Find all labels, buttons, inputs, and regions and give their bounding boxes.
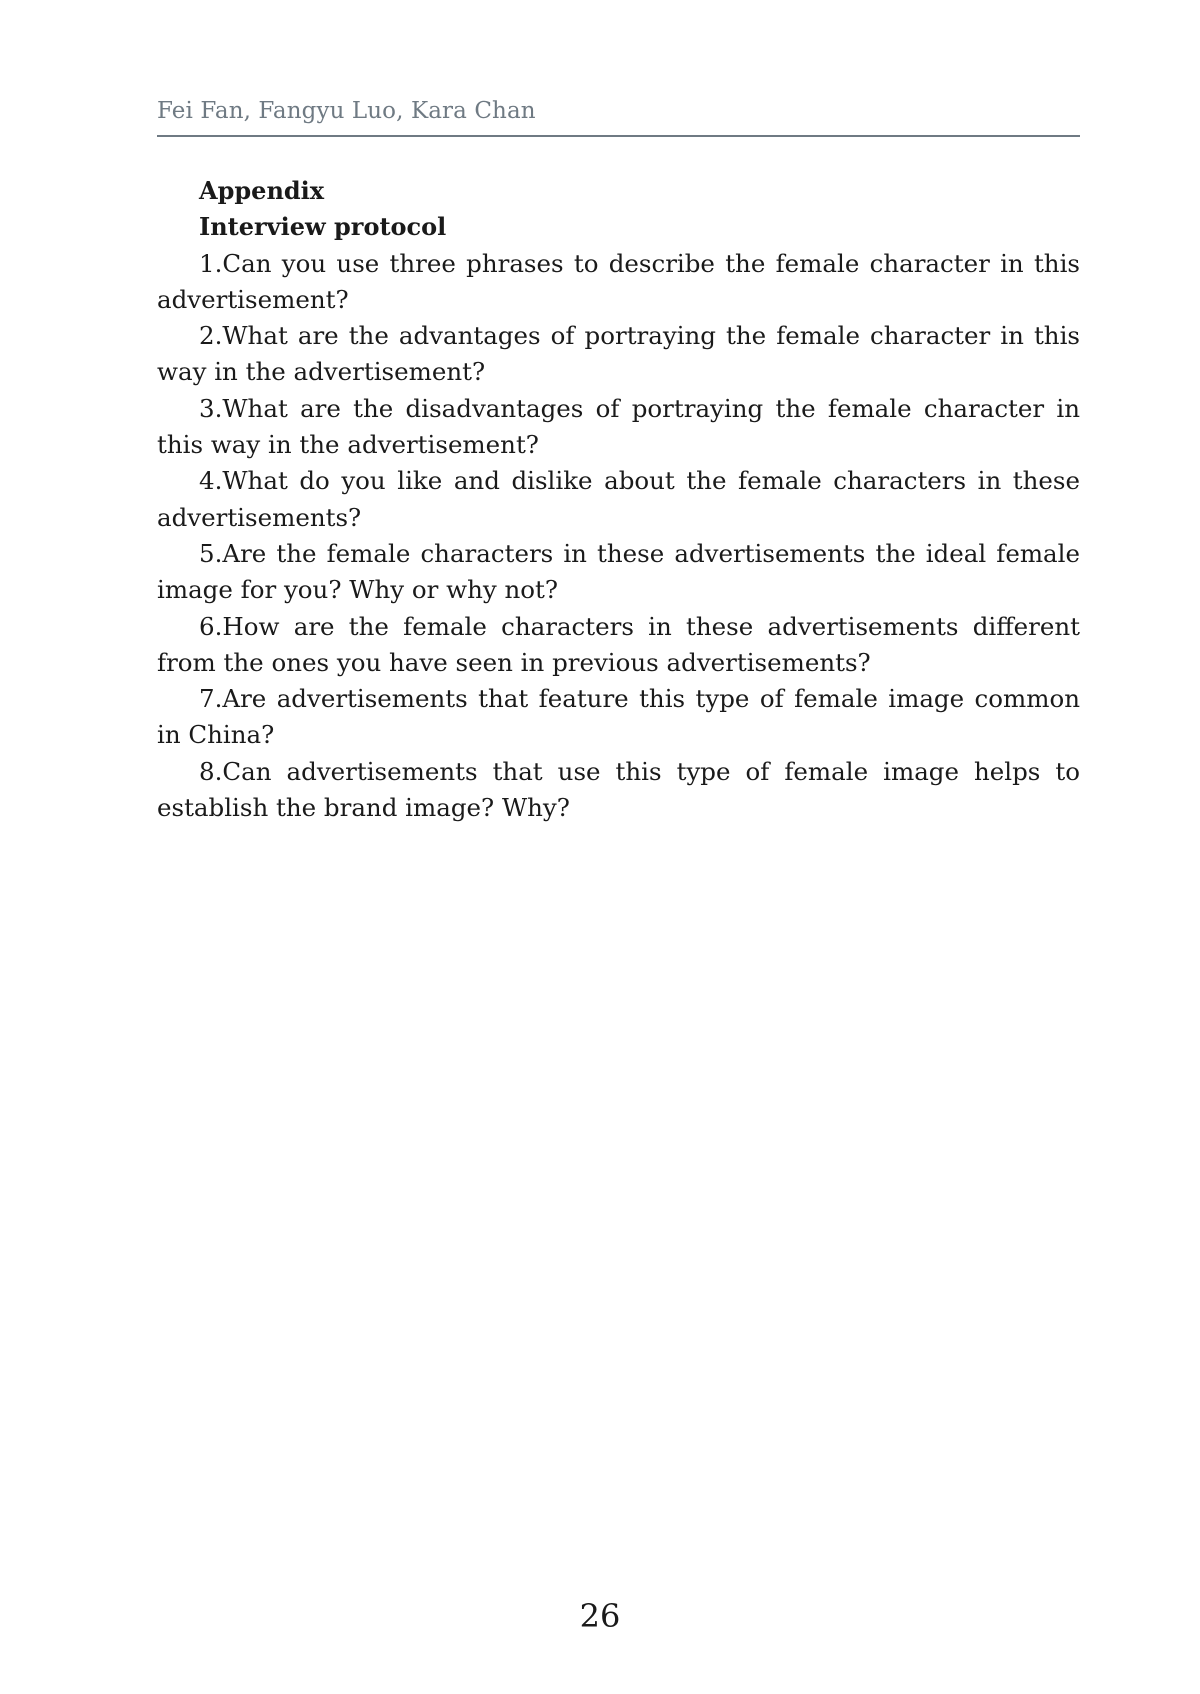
question-1: 1.Can you use three phrases to describe the female character in this advertisement? bbox=[157, 248, 1080, 314]
running-header-authors: Fei Fan, Fangyu Luo, Kara Chan bbox=[157, 98, 536, 124]
appendix-title: Appendix bbox=[199, 176, 325, 205]
question-3: 3.What are the disadvantages of portraying the female character in this way in the advertisement? bbox=[157, 393, 1080, 460]
page-number: 26 bbox=[579, 1597, 621, 1635]
question-6: 6.How are the female characters in these advertisements different from the ones you have seen in previous advertisements? bbox=[157, 611, 1080, 677]
question-5: 5.Are the female characters in these advertisements the ideal female image for you? Why or why not? bbox=[157, 538, 1080, 605]
question-7: 7.Are advertisements that feature this type of female image common in China? bbox=[157, 684, 1080, 750]
question-4: 4.What do you like and dislike about the female characters in these advertisements? bbox=[157, 466, 1080, 532]
appendix-subtitle: Interview protocol bbox=[199, 212, 447, 242]
question-8: 8.Can advertisements that use this type of female image helps to establish the brand image? Why? bbox=[157, 756, 1080, 823]
question-2: 2.What are the advantages of portraying the female character in this way in the advertisement? bbox=[157, 321, 1080, 387]
header-rule bbox=[157, 135, 1080, 137]
appendix-section bbox=[157, 173, 1080, 826]
